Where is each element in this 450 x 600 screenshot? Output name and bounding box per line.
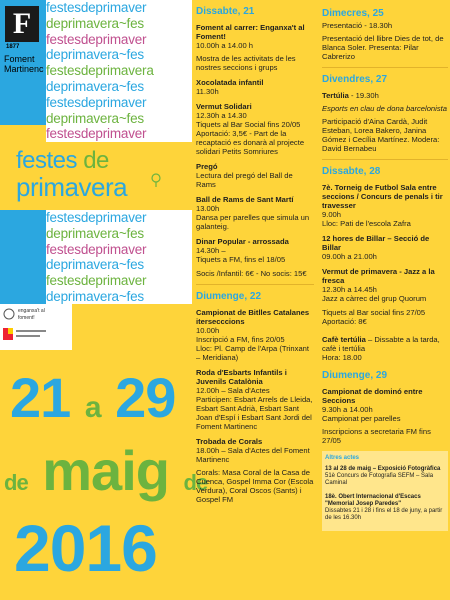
event-time: 09.00h a 21.00h [322, 252, 377, 261]
word-pattern-line: festesdeprimavera [46, 63, 154, 79]
event [196, 78, 314, 96]
date-block [0, 350, 208, 600]
word-pattern-line: deprimavera~fes [46, 225, 144, 241]
tags-box [0, 304, 72, 350]
word-pattern-line: festesdeprimaver [46, 126, 147, 142]
day-heading: Divendres, 27 [322, 74, 388, 85]
event-desc: Lectura del pregó del Ball de Rams [196, 171, 293, 189]
divider [196, 284, 314, 285]
barcelona-shield-icon [3, 328, 13, 340]
event [325, 494, 445, 523]
event-time: 10.00h a 14.00 h [196, 41, 254, 50]
logo-line [16, 335, 40, 337]
event-desc: Campionat per parelles [322, 414, 401, 423]
event [322, 335, 448, 362]
word-pattern-line: festesdeprimaver [46, 94, 147, 110]
event [196, 437, 314, 504]
tag-line-2: foment! [18, 315, 35, 321]
event-time: 13.00h [196, 204, 220, 213]
date-end: 29 [115, 366, 176, 429]
event [322, 21, 448, 61]
day-heading: Diumenge, 22 [196, 291, 262, 302]
event-time: 14.30h – [196, 246, 226, 255]
event-title: 18è. Obert Internacional d'Escacs "Memorial Josep Paredes" [325, 493, 421, 507]
event-title: 12 hores de Billar – Secció de Billar [322, 234, 430, 252]
event [196, 23, 314, 72]
event-desc: Participació d'Aina Cardà, Judit Esteban, Lorea Bakero, Janina Gómez i Cecília Martínez. Modera: David Bernabeu [322, 117, 440, 153]
event-time: 12.30h a 14.30 [196, 111, 247, 120]
event [322, 387, 448, 445]
date-de-1: de [4, 470, 28, 495]
event [322, 234, 448, 261]
event-title: Tertúlia [322, 91, 349, 100]
event-desc: Lloc: Pl. Camp de l'Arpa (Trinxant – Meridiana) [196, 344, 310, 362]
event-desc: Dansa per parelles que simula un galanteig. [196, 213, 310, 231]
word-pattern-line: festesdeprimaver [46, 241, 147, 257]
event-time: 18.00h – Sala d'Actes del Foment Martinenc [196, 446, 310, 464]
event-title: 13 al 28 de maig – Exposició Fotogràfica [325, 466, 441, 472]
event [196, 102, 314, 156]
event-title: Cafè tertúlia [322, 335, 366, 344]
date-month: maig [42, 439, 169, 502]
event-title: Campionat de Bitlles Catalanes itersecccions [196, 308, 310, 326]
day-heading: Diumenge, 29 [322, 370, 388, 381]
event-desc: Tiquets al Bar social fins 27/05 [322, 308, 426, 317]
day-heading: Dissabte, 21 [196, 6, 255, 17]
event-time: Hora: 18.00 [322, 353, 362, 362]
event-time: 12.30h a 14.45h [322, 285, 377, 294]
event [322, 267, 448, 326]
event-title: Foment al carrer: Enganxa't al Foment! [196, 23, 305, 41]
date-year: 2016 [14, 511, 157, 585]
event-desc: Corals: Masa Coral de la Casa de Cuenca, Gospel Imma Cor (Escola Verdura), Coral Oscos (Sants) i Gospel FM [196, 468, 314, 504]
logo-year: 1877 [6, 44, 20, 50]
event-title: Campionat de dominó entre Seccions [322, 387, 423, 405]
event-title: Dinar Popular - arrossada [196, 237, 289, 246]
event-desc: Participen: Esbart Arrels de Lleida, Esbart Sant Adrià, Esbart Sant Joan d'Espí i Esbart Sant Jordi del Foment Martinenc [196, 395, 313, 431]
event-desc: Presentació del llibre Dies de tot, de Blanca Soler. Presenta: Pilar Cabrerizo [322, 34, 444, 61]
divider [322, 159, 448, 160]
event-price: Socis /Infantil: 6€ - No socis: 15€ [196, 269, 307, 278]
foment-logo [0, 0, 46, 125]
event-subtitle: Esports en clau de dona barcelonista [322, 104, 447, 113]
event [325, 466, 445, 488]
date-line-2 [4, 438, 207, 503]
event-desc: Jazz a càrrec del grup Quorum [322, 294, 427, 303]
title-line-2: primavera [16, 172, 128, 202]
day-heading: Dimecres, 25 [322, 8, 384, 19]
word-pattern-bottom [46, 210, 192, 304]
event-time: Presentació - 18.30h [322, 21, 393, 30]
logo-name [4, 54, 44, 74]
other-events-heading: Altres actes [325, 455, 360, 461]
word-pattern-line: festesdeprimaver [46, 0, 147, 15]
word-pattern-line: deprimavera~fes [46, 15, 144, 31]
event-title: Pregó [196, 162, 218, 171]
event-desc: Inscripcions a secretaria FM fins 27/05 [322, 427, 431, 445]
word-pattern-line: deprimavera~fes [46, 257, 144, 273]
blue-block [0, 210, 46, 304]
event-desc: Lloc: Pati de l'escola Zafra [322, 219, 411, 228]
day-heading: Dissabte, 28 [322, 166, 381, 177]
date-start: 21 [10, 366, 71, 429]
event-desc: 51è Concurs de Fotografia SEFM – Sala Caminal [325, 473, 434, 487]
event [196, 308, 314, 362]
event-time: 11.30h [196, 87, 219, 96]
event-desc: Aportació: 3,5€ - Part de la recaptació es donarà al projecte solidari Petits Somriures [196, 129, 305, 156]
word-pattern-line: deprimavera~fes [46, 78, 144, 94]
word-pattern-line: festesdeprimaver [46, 210, 147, 225]
word-pattern-top [46, 0, 192, 142]
event [322, 183, 448, 228]
title-festes: festes [16, 147, 78, 174]
word-pattern-line: deprimavera~fes [46, 288, 144, 304]
word-pattern-line: festesdeprimaver [46, 273, 147, 289]
event-price: Aportació: 8€ [322, 317, 367, 326]
event-time: - 19.30h [348, 91, 379, 100]
date-de-2: de [183, 470, 208, 495]
event-time: 9.30h a 14.00h [322, 405, 373, 414]
word-pattern-line: deprimavera~fes [46, 47, 144, 63]
event-desc: Inscripció a FM, fins 20/05 [196, 335, 285, 344]
event-time: 12.00h – Sala d'Actes [196, 386, 270, 395]
event-desc: – Dissabte a la tarda, cafè i tertúlia [322, 335, 440, 353]
event-title: Trobada de Corals [196, 437, 263, 446]
recycle-icon [3, 308, 15, 320]
title-line-1 [16, 148, 192, 173]
divider [322, 67, 448, 68]
event [322, 91, 448, 153]
event-title: 7è. Torneig de Futbol Sala entre seccions / Concurs de penals i tir travesser [322, 183, 443, 210]
event [196, 195, 314, 231]
event [196, 368, 314, 431]
event-desc: Dissabtes 21 i 28 i fins el 18 de juny, a partir de les 16.30h [325, 508, 443, 522]
other-events-box [322, 451, 448, 531]
title-de: de [83, 147, 109, 174]
date-line-1 [10, 365, 175, 430]
logo-name-line-2: Martinenc [4, 64, 44, 74]
event-desc: Tiquets a FM, fins el 18/05 [196, 255, 286, 264]
event-title: Roda d'Esbarts Infantils i Juvenils Catalònia [196, 368, 287, 386]
event-title: Vermut Solidari [196, 102, 252, 111]
event-title: Xocolatada infantil [196, 78, 264, 87]
event [196, 237, 314, 278]
program-column-2 [322, 0, 448, 600]
event-title: Ball de Rams de Sant Martí [196, 195, 294, 204]
event-desc: Mostra de les activitats de les nostres seccions i grups [196, 54, 296, 72]
date-a: a [84, 391, 101, 424]
flower-icon [149, 173, 163, 187]
poster-title [16, 148, 192, 201]
program-column-1 [196, 0, 314, 600]
event-time: 9.00h [322, 210, 342, 219]
event-desc: Tiquets al Bar Social fins 20/05 [196, 120, 301, 129]
word-pattern-line: festesdeprimaver [46, 31, 147, 47]
tag-line-1: enganxa't al [18, 308, 45, 314]
event-time: 10.00h [196, 326, 220, 335]
event [196, 162, 314, 189]
word-pattern-line: deprimavera~fes [46, 110, 144, 126]
logo-name-line-1: Foment [4, 54, 35, 64]
logo-letter: F [5, 6, 39, 42]
logo-line [16, 330, 46, 332]
event-title: Vermut de primavera - Jazz a la fresca [322, 267, 435, 285]
